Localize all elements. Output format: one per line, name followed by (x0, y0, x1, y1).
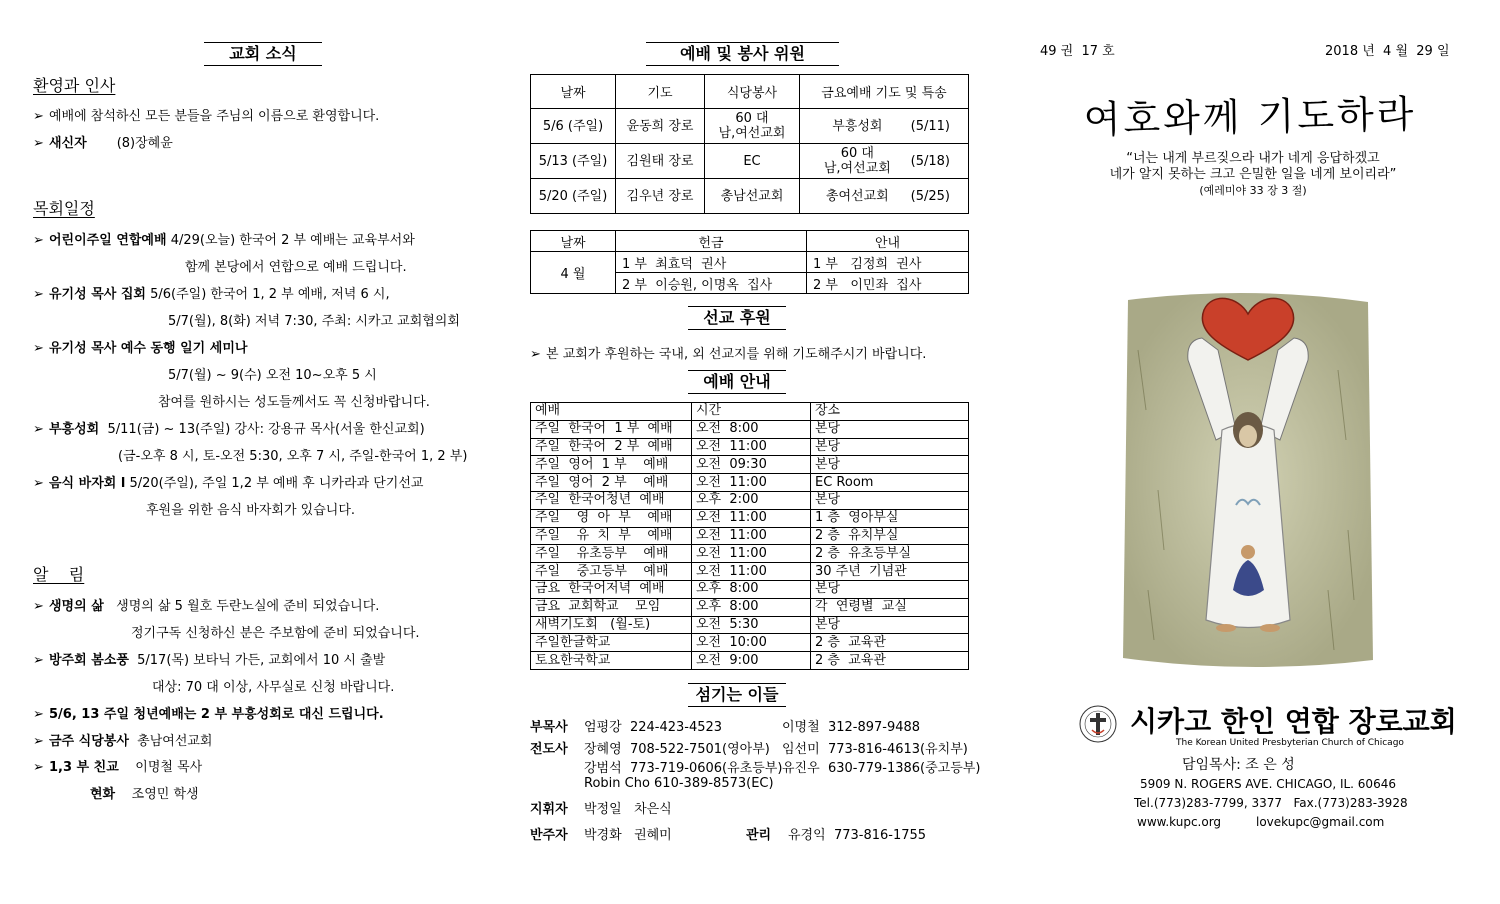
table-cell: EC (705, 144, 800, 179)
table-cell: 새벽기도회 (월-토) (531, 616, 692, 634)
table-row (531, 231, 969, 252)
offering-table (530, 230, 969, 294)
table-cell: 오후 2:00 (692, 491, 811, 509)
table-cell: 주일 영어 2 부 예배 (531, 474, 692, 492)
table-cell: 5/6 (주일) (531, 109, 616, 144)
server-entry: Robin Cho 610-389-8573(EC) (584, 776, 774, 791)
service-committee-title (646, 42, 839, 66)
schedule-line (185, 256, 407, 275)
church-news-title (204, 42, 322, 66)
notice-line (33, 756, 202, 775)
friday-date: (5/11) (910, 118, 950, 134)
table-cell: 본당 (811, 438, 969, 456)
server-entry: 유진우 630-779-1386(중고등부) (782, 761, 981, 776)
schedule-line (33, 283, 390, 302)
table-cell: 오전 11:00 (692, 438, 811, 456)
schedule-text: 5/6(주일) 한국어 1, 2 부 예배, 저녁 6 시, (145, 287, 390, 302)
server-label: 지휘자 (530, 802, 568, 817)
table-cell: 오전 11:00 (692, 563, 811, 581)
table-header: 안내 (807, 231, 969, 252)
table-header: 기도 (616, 75, 705, 109)
notice-line (90, 783, 199, 802)
server-entry: 이명철 312-897-9488 (782, 720, 921, 735)
table-cell: 오전 11:00 (692, 509, 811, 527)
verse-line: 네가 알지 못하는 크고 은밀한 일을 네게 보이리라” (1109, 167, 1397, 182)
notice-line (33, 730, 213, 749)
friday-date: (5/25) (910, 188, 950, 204)
table-header: 식당봉사 (705, 75, 800, 109)
server-entry: 유경익 773-816-1755 (788, 828, 927, 843)
arrow-icon: ➢ (33, 476, 44, 491)
schedule-text: 5/11(금) ~ 13(주일) 강사: 강용규 목사(서울 한신교회) (99, 422, 425, 437)
table-cell: 2 층 교육관 (811, 652, 969, 670)
servers-title (688, 683, 786, 707)
table-cell: 오전 11:00 (692, 474, 811, 492)
schedule-text: 후원을 위한 음식 바자회가 있습니다. (146, 503, 356, 518)
notice-text: 총남여선교회 (128, 734, 213, 749)
church-address: 5909 N. ROGERS AVE. CHICAGO, IL. 60646 (1140, 777, 1396, 791)
schedule-text: 5/7(월), 8(화) 저녁 7:30, 주최: 시카고 교회협의회 (168, 314, 460, 329)
welcome-newcomer-name: (8)장혜윤 (116, 136, 173, 151)
friday-prayer: 부흥성회 (832, 118, 883, 134)
server-label: 관리 (746, 828, 772, 843)
table-row (531, 456, 969, 474)
table-cell: 금요 한국어저녁 예배 (531, 580, 692, 598)
arrow-icon: ➢ (33, 760, 44, 775)
worship-title (688, 370, 786, 394)
notice-text: 조영민 학생 (115, 787, 199, 802)
table-cell: 5/20 (주일) (531, 179, 616, 214)
friday-prayer: 60 대 남,여선교회 (823, 146, 891, 176)
schedule-text: 5/7(월) ~ 9(수) 오전 10~오후 5 시 (168, 368, 377, 383)
welcome-item (33, 105, 379, 124)
arrow-icon: ➢ (33, 233, 44, 248)
notice-label: 생명의 삶 (49, 599, 104, 614)
table-cell: 2 층 교육관 (811, 634, 969, 652)
schedule-line (33, 337, 247, 356)
schedule-label: 어린이주일 연합예배 (49, 233, 167, 248)
table-row (531, 109, 969, 144)
table-cell: 1 부 최효덕 권사 (616, 252, 807, 273)
table-cell: 5/13 (주일) (531, 144, 616, 179)
server-row (530, 798, 568, 817)
schedule-line (158, 391, 430, 410)
service-committee-title-text: 예배 및 봉사 위원 (680, 44, 805, 63)
arrow-icon: ➢ (33, 422, 44, 437)
friday-prayer: 총여선교회 (825, 188, 889, 204)
table-row (531, 527, 969, 545)
verse (1040, 151, 1466, 199)
schedule-text: (금-오후 8 시, 토-오전 5:30, 오후 7 시, 주일-한국어 1, 2 부) (118, 449, 468, 464)
church-name-en: The Korean United Presbyterian Church of Chicago (1176, 738, 1404, 748)
schedule-line (168, 364, 377, 383)
table-cell: 오전 10:00 (692, 634, 811, 652)
table-cell: 주일 한국어청년 예배 (531, 491, 692, 509)
server-row (530, 824, 568, 843)
table-cell: 오전 11:00 (692, 545, 811, 563)
table-cell: 주일 영어 1 부 예배 (531, 456, 692, 474)
table-header: 예배 (531, 403, 692, 421)
bulletin-date: 2018 년 4 월 29 일 (1325, 44, 1450, 59)
table-row (531, 75, 969, 109)
notice-line (33, 703, 384, 722)
table-cell: 주일 중고등부 예배 (531, 563, 692, 581)
table-cell: 오전 9:00 (692, 652, 811, 670)
table-row (531, 438, 969, 456)
table-cell: 오전 5:30 (692, 616, 811, 634)
church-website[interactable]: www.kupc.org (1137, 815, 1222, 829)
server-label: 반주자 (530, 828, 568, 843)
table-cell: 주일 영 아 부 예배 (531, 509, 692, 527)
service-table (530, 74, 969, 214)
table-cell: 금요 교회학교 모임 (531, 598, 692, 616)
table-row (531, 403, 969, 421)
table-cell (800, 144, 969, 179)
schedule-line (168, 310, 460, 329)
worship-title-text: 예배 안내 (703, 372, 771, 391)
table-cell (800, 179, 969, 214)
notice-line (131, 622, 420, 641)
headline: 여호와께 기도하라 (1083, 92, 1417, 142)
schedule-text: 4/29(오늘) 한국어 2 부 예배는 교육부서와 (166, 233, 415, 248)
verse-line: “너는 내게 부르짖으라 내가 네게 응답하겠고 (1126, 151, 1380, 166)
table-cell: 2 층 유초등부실 (811, 545, 969, 563)
notice-label: 현화 (90, 787, 116, 802)
schedule-label: 음식 바자회 l (49, 476, 126, 491)
table-cell: EC Room (811, 474, 969, 492)
arrow-icon: ➢ (33, 599, 44, 614)
server-entry: 장혜영 708-522-7501(영아부) (584, 742, 770, 757)
table-cell: 주일 유 치 부 예배 (531, 527, 692, 545)
table-row (531, 634, 969, 652)
schedule-line (33, 418, 425, 437)
table-header: 날짜 (531, 231, 616, 252)
server-entry: 박정일 차은식 (584, 802, 672, 817)
table-cell: 총남선교회 (705, 179, 800, 214)
mission-text-content: 본 교회가 후원하는 국내, 외 선교지를 위해 기도해주시기 바랍니다. (546, 347, 927, 362)
table-cell: 60 대 남,여선교회 (705, 109, 800, 144)
mission-title-text: 선교 후원 (703, 308, 771, 327)
notice-label: 금주 식당봉사 (49, 734, 129, 749)
schedule-heading: 목회일정 (33, 199, 95, 218)
notice-label: 방주회 봄소풍 (49, 653, 129, 668)
server-row (530, 716, 568, 735)
verse-reference: (예레미야 33 장 3 절) (1199, 184, 1307, 197)
arrow-icon: ➢ (33, 734, 44, 749)
table-row (531, 598, 969, 616)
notice-line (33, 595, 379, 614)
notice-text: 정기구독 신청하신 분은 주보함에 준비 되었습니다. (131, 626, 420, 641)
table-cell: 주일 한국어 2 부 예배 (531, 438, 692, 456)
schedule-label: 부흥성회 (49, 422, 100, 437)
arrow-icon: ➢ (33, 109, 44, 124)
arrow-icon: ➢ (33, 287, 44, 302)
table-cell: 오전 8:00 (692, 420, 811, 438)
table-row (531, 563, 969, 581)
servers-title-text: 섬기는 이들 (695, 685, 779, 704)
table-cell: 30 주년 기념관 (811, 563, 969, 581)
church-logo (1078, 704, 1118, 744)
table-row (531, 252, 969, 273)
church-email[interactable]: lovekupc@gmail.com (1256, 815, 1385, 829)
table-header: 헌금 (616, 231, 807, 252)
welcome-item (33, 132, 173, 151)
table-row (531, 491, 969, 509)
notice-heading: 알 림 (33, 565, 85, 584)
table-cell: 김원태 장로 (616, 144, 705, 179)
table-row (531, 420, 969, 438)
table-header: 장소 (811, 403, 969, 421)
schedule-text: 5/20(주일), 주일 1,2 부 예배 후 니카라과 단기선교 (125, 476, 424, 491)
table-cell: 2 부 이승원, 이명옥 집사 (616, 273, 807, 294)
table-cell: 2 층 유치부실 (811, 527, 969, 545)
server-entry: 강범석 773-719-0606(유초등부) (584, 761, 783, 776)
table-cell: 1 부 김정희 권사 (807, 252, 969, 273)
notice-line (152, 676, 394, 695)
table-cell: 본당 (811, 616, 969, 634)
church-name: 시카고 한인 연합 장로교회 (1130, 705, 1457, 738)
table-row (531, 652, 969, 670)
table-row (531, 144, 969, 179)
table-cell: 윤동희 장로 (616, 109, 705, 144)
table-row (531, 509, 969, 527)
arrow-icon: ➢ (530, 347, 541, 362)
table-row (531, 580, 969, 598)
table-cell: 오전 09:30 (692, 456, 811, 474)
mission-title (688, 306, 786, 330)
table-cell: 본당 (811, 580, 969, 598)
arrow-icon: ➢ (33, 136, 44, 151)
table-row (531, 545, 969, 563)
table-cell: 주일 한국어 1 부 예배 (531, 420, 692, 438)
notice-text: 5/17(목) 보타닉 가든, 교회에서 10 시 출발 (128, 653, 386, 668)
server-row (746, 824, 771, 843)
schedule-line (33, 472, 423, 491)
server-entry: 엄평강 224-423-4523 (584, 720, 723, 735)
worship-table (530, 402, 969, 670)
church-news-title-text: 교회 소식 (229, 44, 297, 63)
table-row (531, 179, 969, 214)
notice-label: 5/6, 13 주일 청년예배는 2 부 부흥성회로 대신 드립니다. (49, 707, 384, 722)
notice-text: 대상: 70 대 이상, 사무실로 신청 바랍니다. (152, 680, 395, 695)
volume-number: 49 권 17 호 (1040, 44, 1115, 59)
server-label: 부목사 (530, 720, 568, 735)
arrow-icon: ➢ (33, 707, 44, 722)
table-cell: 토요한국학교 (531, 652, 692, 670)
table-cell: 오후 8:00 (692, 580, 811, 598)
table-cell: 주일한글학교 (531, 634, 692, 652)
table-row (531, 474, 969, 492)
table-cell: 1 층 영아부실 (811, 509, 969, 527)
mission-text (530, 343, 926, 362)
table-cell: 주일 유초등부 예배 (531, 545, 692, 563)
friday-date: (5/18) (910, 153, 950, 169)
server-entry: 임선미 773-816-4613(유치부) (782, 742, 968, 757)
table-row (531, 616, 969, 634)
table-header: 시간 (692, 403, 811, 421)
table-cell: 본당 (811, 420, 969, 438)
server-label: 전도사 (530, 742, 568, 757)
table-cell: 오전 11:00 (692, 527, 811, 545)
table-cell: 김우년 장로 (616, 179, 705, 214)
church-phone: Tel.(773)283-7799, 3377 Fax.(773)283-3928 (1134, 796, 1408, 810)
schedule-label: 유기성 목사 집회 (49, 287, 146, 302)
welcome-newcomer-label: 새신자 (49, 136, 87, 151)
table-cell: 오후 8:00 (692, 598, 811, 616)
notice-label: 1,3 부 친교 (49, 760, 119, 775)
table-cell: 본당 (811, 456, 969, 474)
church-seal-icon (1078, 704, 1118, 744)
table-cell: 2 부 이민좌 집사 (807, 273, 969, 294)
notice-line (33, 649, 385, 668)
schedule-line (33, 229, 415, 248)
welcome-text: 예배에 참석하신 모든 분들을 주님의 이름으로 환영합니다. (49, 109, 380, 124)
server-row (530, 738, 568, 757)
table-header: 금요예배 기도 및 특송 (800, 75, 969, 109)
table-cell (800, 109, 969, 144)
senior-pastor: 담임목사: 조 은 성 (1182, 757, 1295, 773)
server-entry: 박경화 권혜미 (584, 828, 672, 843)
schedule-label: 유기성 목사 예수 동행 일기 세미나 (49, 341, 248, 356)
table-cell: 4 월 (531, 252, 616, 294)
table-header: 날짜 (531, 75, 616, 109)
arrow-icon: ➢ (33, 653, 44, 668)
schedule-line (146, 499, 355, 518)
prayer-illustration (1118, 290, 1378, 670)
arrow-icon: ➢ (33, 341, 44, 356)
notice-text: 생명의 삶 5 월호 두란노실에 준비 되었습니다. (103, 599, 380, 614)
table-cell: 본당 (811, 491, 969, 509)
notice-text: 이명철 목사 (118, 760, 203, 775)
table-cell: 각 연령별 교실 (811, 598, 969, 616)
schedule-text: 참여를 원하시는 성도들께서도 꼭 신청바랍니다. (158, 395, 430, 410)
welcome-heading: 환영과 인사 (33, 76, 116, 95)
schedule-text: 함께 본당에서 연합으로 예배 드립니다. (185, 260, 407, 275)
schedule-line (118, 445, 467, 464)
